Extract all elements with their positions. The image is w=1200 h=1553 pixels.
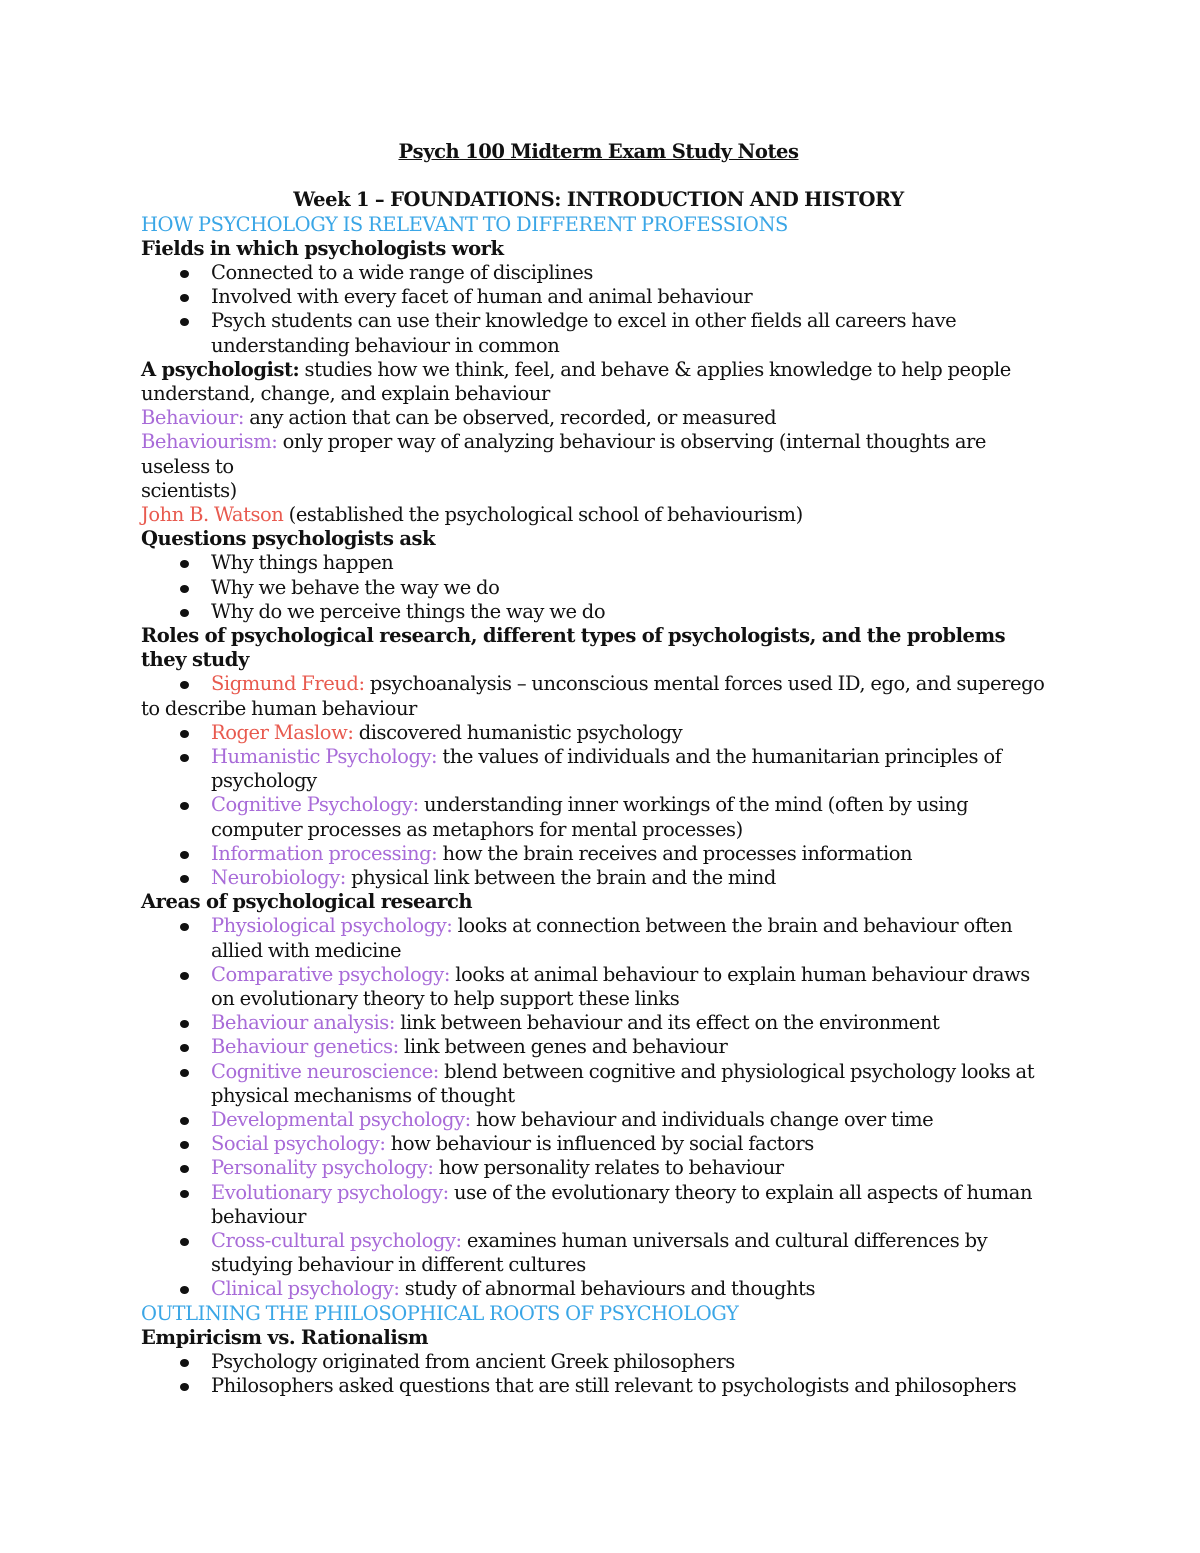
bullet-icon [180,851,189,859]
list-item: Clinical psychology: study of abnormal behaviours and thoughts [141,1277,1056,1301]
roles-heading: Roles of psychological research, different types of psychologists, and the problems they study [141,624,1006,672]
questions-heading: Questions psychologists ask [141,527,436,551]
list-item: Philosophers asked questions that are still relevant to psychologists and philosophers [141,1374,1056,1398]
roles-list [141,672,1056,890]
list-item: Roger Maslow: discovered humanistic psychology [141,721,1056,745]
list-item: Psychology originated from ancient Greek philosophers [141,1350,1056,1374]
list-item: Information processing: how the brain receives and processes information [141,842,1056,866]
bullet-icon [180,1044,189,1052]
psychologist-definition [141,358,1056,406]
bullet-icon [180,1141,189,1149]
list-item: Why do we perceive things the way we do [141,600,1056,624]
list-item: Social psychology: how behaviour is influenced by social factors [141,1132,1056,1156]
list-item: Why things happen [141,551,1056,575]
empiricism-heading: Empiricism vs. Rationalism [141,1325,429,1349]
list-item: Involved with every facet of human and animal behaviour [141,285,1056,309]
questions-list [141,551,1056,624]
blank-line [141,164,1056,188]
bullet-icon [180,681,189,689]
watson-line: John B. Watson (established the psychological school of behaviourism) [141,502,803,526]
fields-heading: Fields in which psychologists work [141,236,504,260]
bullet-icon [180,1238,189,1246]
week-heading: Week 1 – FOUNDATIONS: INTRODUCTION AND HISTORY [293,188,904,212]
bullet-icon [180,318,189,326]
document-page [141,140,1056,1398]
behaviour-definition: Behaviour: any action that can be observed, recorded, or measured [141,406,777,430]
bullet-icon [180,754,189,762]
psychologist-text: studies how we think, feel, and behave & applies knowledge to help people understand, change, and explain behaviour [141,357,1011,405]
bullet-icon [180,560,189,568]
list-item: Neurobiology: physical link between the brain and the mind [141,866,1056,890]
list-item: Connected to a wide range of disciplines [141,261,1056,285]
watson-name: John B. Watson [141,502,284,526]
bullet-icon [180,875,189,883]
bullet-icon [180,1117,189,1125]
areas-list [141,914,1056,1301]
list-item: Comparative psychology: looks at animal behaviour to explain human behaviour draws on evolutionary theory to help support these links [141,963,1056,1011]
list-item: Evolutionary psychology: use of the evolutionary theory to explain all aspects of human behaviour [141,1181,1056,1229]
document-title: Psych 100 Midterm Exam Study Notes [398,140,799,163]
list-item: Psych students can use their knowledge to excel in other fields all careers have understanding behaviour in common [141,309,1056,357]
bullet-icon [180,802,189,810]
list-item: Humanistic Psychology: the values of individuals and the humanitarian principles of psychology [141,745,1056,793]
bullet-icon [180,270,189,278]
list-item: Physiological psychology: looks at connection between the brain and behaviour often allied with medicine [141,914,1056,962]
bullet-icon [180,585,189,593]
bullet-icon [180,923,189,931]
list-item: Why we behave the way we do [141,576,1056,600]
list-item: Behaviour genetics: link between genes and behaviour [141,1035,1056,1059]
section-heading-professions: HOW PSYCHOLOGY IS RELEVANT TO DIFFERENT PROFESSIONS [141,212,788,236]
empiricism-list [141,1350,1056,1398]
list-item: Sigmund Freud: psychoanalysis – unconscious mental forces used ID, ego, and superego to describe human behaviour [141,672,1045,720]
bullet-icon [180,1190,189,1198]
psychologist-label: A psychologist: [141,357,300,381]
bullet-icon [180,609,189,617]
behaviour-term: Behaviour: [141,406,244,430]
bullet-icon [180,294,189,302]
fields-list [141,261,1056,358]
bullet-icon [180,1165,189,1173]
behaviourism-term: Behaviourism: [141,430,278,454]
list-item: Personality psychology: how personality relates to behaviour [141,1156,1056,1180]
bullet-icon [180,972,189,980]
list-item: Behaviour analysis: link between behaviour and its effect on the environment [141,1011,1056,1035]
bullet-icon [180,1286,189,1294]
section-heading-philosophical-roots: OUTLINING THE PHILOSOPHICAL ROOTS OF PSYCHOLOGY [141,1301,739,1325]
list-item: Developmental psychology: how behaviour and individuals change over time [141,1108,1056,1132]
list-item: Cognitive Psychology: understanding inner workings of the mind (often by using computer processes as metaphors for mental processes) [141,793,1056,841]
areas-heading: Areas of psychological research [141,890,473,914]
bullet-icon [180,730,189,738]
bullet-icon [180,1020,189,1028]
bullet-icon [180,1359,189,1367]
list-item: Cross-cultural psychology: examines human universals and cultural differences by studying behaviour in different cultures [141,1229,1056,1277]
behaviourism-definition: Behaviourism: only proper way of analyzing behaviour is observing (internal thoughts are useless to [141,430,986,478]
list-item: Cognitive neuroscience: blend between cognitive and physiological psychology looks at physical mechanisms of thought [141,1060,1056,1108]
behaviourism-definition-cont: scientists) [141,478,237,502]
bullet-icon [180,1069,189,1077]
bullet-icon [180,1383,189,1391]
